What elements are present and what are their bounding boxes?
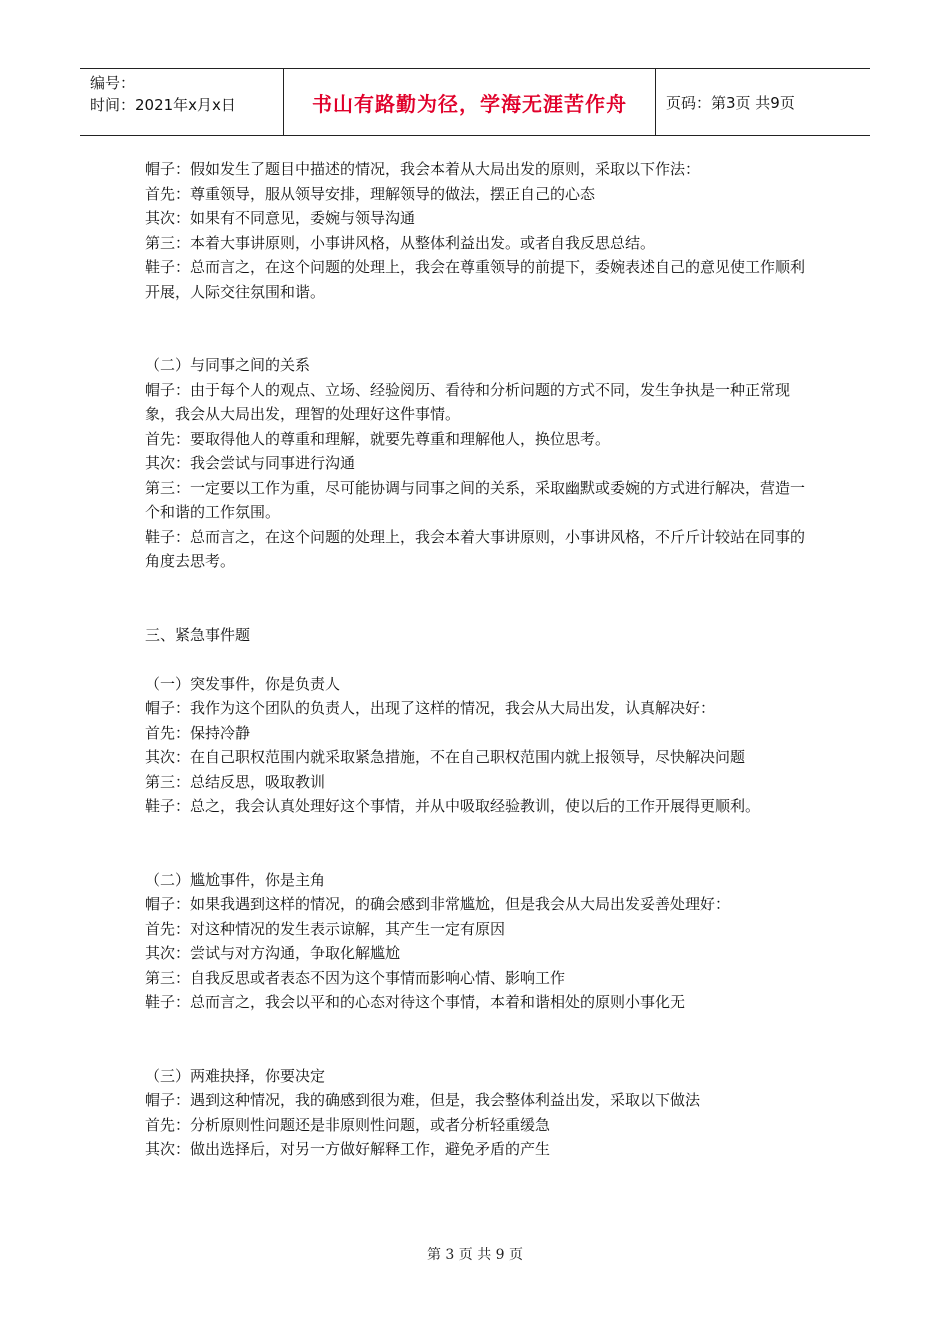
motto-text: 书山有路勤为径，学海无涯苦作舟	[312, 91, 627, 116]
chapter-heading: 三、紧急事件题	[145, 625, 251, 644]
section-heading: （一）突发事件，你是负责人	[145, 674, 341, 693]
paragraph-line: 首先：对这种情况的发生表示谅解，其产生一定有原因	[145, 919, 506, 938]
spacer	[145, 1015, 810, 1064]
page-header	[80, 68, 870, 136]
paragraph-line: 其次：做出选择后，对另一方做好解释工作，避免矛盾的产生	[145, 1140, 551, 1158]
paragraph-line: 鞋子：总而言之，在这个问题的处理上，我会在尊重领导的前提下，委婉表述自己的意见使工作顺利开展，人际交往氛围和谐。	[145, 258, 806, 301]
paragraph-line: 其次：如果有不同意见，委婉与领导沟通	[145, 209, 416, 227]
section-emergency	[145, 623, 810, 648]
paragraph-line: 第三：总结反思，吸取教训	[145, 772, 326, 791]
section-leader-relation	[145, 157, 810, 304]
paragraph-line: 鞋子：总而言之，我会以平和的心态对待这个事情，本着和谐相处的原则小事化无	[145, 993, 686, 1011]
spacer	[145, 647, 810, 672]
spacer	[145, 819, 810, 868]
document-body	[145, 157, 810, 1162]
section-colleague-relation	[145, 353, 810, 574]
paragraph-line: 第三：自我反思或者表态不因为这个事情而影响心情、影响工作	[145, 968, 566, 987]
paragraph-line: 帽子：遇到这种情况，我的确感到很为难，但是，我会整体利益出发，采取以下做法	[145, 1091, 701, 1109]
page-code-text: 页码：第3页 共9页	[666, 93, 795, 112]
number-label: 编号：	[90, 74, 136, 92]
spacer	[145, 304, 810, 353]
section-heading: （二）尴尬事件，你是主角	[145, 870, 326, 889]
paragraph-line: 首先：尊重领导，服从领导安排，理解领导的做法，摆正自己的心态	[145, 184, 596, 203]
paragraph-line: 第三：本着大事讲原则，小事讲风格，从整体利益出发。或者自我反思总结。	[145, 233, 656, 252]
date-label: 时间：2021年x月x日	[90, 96, 236, 114]
paragraph-line: 帽子：如果我遇到这样的情况，的确会感到非常尴尬，但是我会从大局出发妥善处理好：	[145, 895, 731, 913]
paragraph-line: 首先：保持冷静	[145, 723, 251, 742]
paragraph-line: 鞋子：总而言之，在这个问题的处理上，我会本着大事讲原则，小事讲风格，不斤斤计较站在同事的角度去思考。	[145, 527, 806, 570]
paragraph-line: 首先：分析原则性问题还是非原则性问题，或者分析轻重缓急	[145, 1115, 551, 1134]
paragraph-line: 其次：在自己职权范围内就采取紧急措施，不在自己职权范围内就上报领导，尽快解决问题	[145, 748, 746, 766]
motto-cell	[284, 69, 656, 135]
paragraph-line: 帽子：由于每个人的观点、立场、经验阅历、看待和分析问题的方式不同，发生争执是一种正常现象，我会从大局出发，理智的处理好这件事情。	[145, 380, 791, 423]
paragraph-line: 鞋子：总之，我会认真处理好这个事情，并从中吸取经验教训，使以后的工作开展得更顺利。	[145, 797, 761, 815]
page-code-cell	[656, 69, 870, 135]
header-meta-cell	[80, 69, 284, 135]
section-heading: （二）与同事之间的关系	[145, 356, 311, 374]
section-awkward-event	[145, 868, 810, 1015]
footer-page-number: 第 3 页 共 9 页	[426, 1247, 524, 1263]
section-heading: （三）两难抉择，你要决定	[145, 1066, 326, 1085]
section-dilemma	[145, 1064, 810, 1162]
page-footer	[0, 1244, 950, 1264]
paragraph-line: 其次：我会尝试与同事进行沟通	[145, 454, 356, 472]
paragraph-line: 其次：尝试与对方沟通，争取化解尴尬	[145, 944, 401, 962]
spacer	[145, 574, 810, 623]
paragraph-line: 帽子：假如发生了题目中描述的情况，我会本着从大局出发的原则，采取以下作法：	[145, 160, 701, 178]
paragraph-line: 第三：一定要以工作为重，尽可能协调与同事之间的关系，采取幽默或委婉的方式进行解决，营造一个和谐的工作氛围。	[145, 478, 806, 521]
paragraph-line: 首先：要取得他人的尊重和理解，就要先尊重和理解他人，换位思考。	[145, 429, 611, 448]
paragraph-line: 帽子：我作为这个团队的负责人，出现了这样的情况，我会从大局出发，认真解决好：	[145, 699, 716, 717]
section-sudden-event	[145, 672, 810, 819]
